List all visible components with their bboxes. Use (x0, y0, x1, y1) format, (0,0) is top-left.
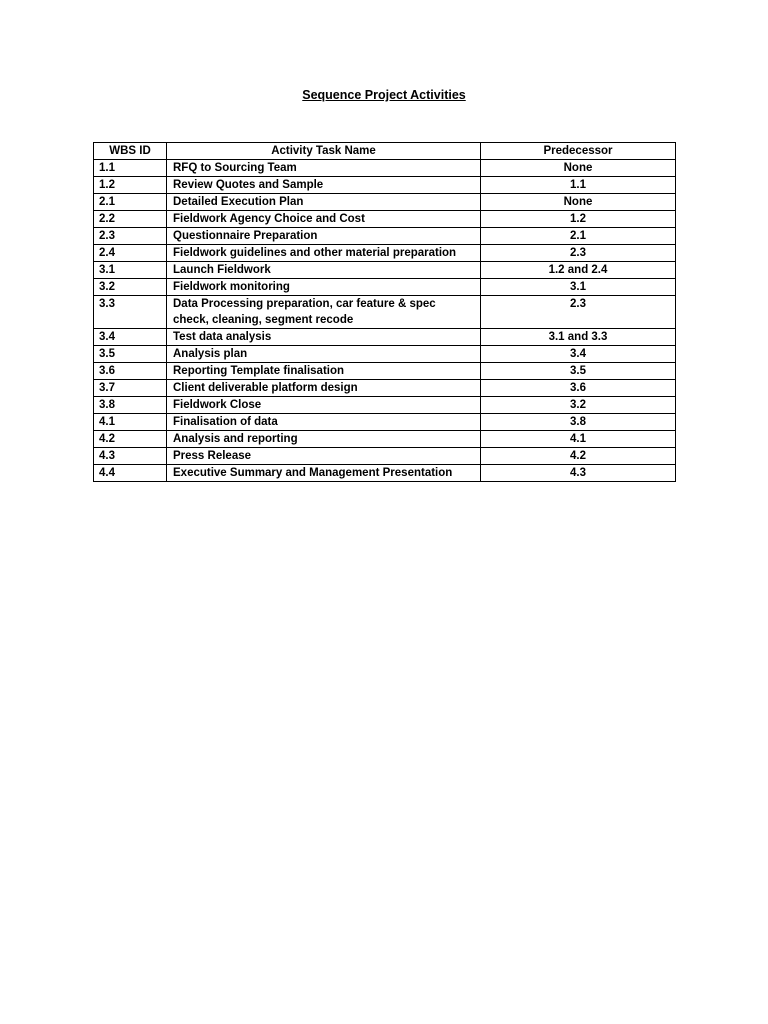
column-header-predecessor: Predecessor (481, 143, 676, 160)
cell-predecessor: 3.1 and 3.3 (481, 329, 676, 346)
table-body (94, 160, 676, 482)
cell-predecessor: None (481, 194, 676, 211)
cell-wbs-id: 3.2 (94, 279, 167, 296)
table-row (94, 431, 676, 448)
cell-wbs-id: 2.1 (94, 194, 167, 211)
table-row (94, 279, 676, 296)
cell-wbs-id: 3.5 (94, 346, 167, 363)
cell-predecessor: 1.2 (481, 211, 676, 228)
table-row (94, 228, 676, 245)
cell-activity-task-name: Analysis plan (167, 346, 481, 363)
cell-wbs-id: 4.2 (94, 431, 167, 448)
cell-activity-task-name: Reporting Template finalisation (167, 363, 481, 380)
cell-wbs-id: 2.2 (94, 211, 167, 228)
cell-predecessor: 3.6 (481, 380, 676, 397)
cell-predecessor: 4.2 (481, 448, 676, 465)
cell-activity-task-name: Fieldwork Agency Choice and Cost (167, 211, 481, 228)
cell-activity-task-name: Fieldwork guidelines and other material preparation (167, 245, 481, 262)
cell-predecessor: 2.3 (481, 296, 676, 329)
page-title: Sequence Project Activities (302, 88, 466, 102)
cell-wbs-id: 1.1 (94, 160, 167, 177)
cell-wbs-id: 3.1 (94, 262, 167, 279)
cell-activity-task-name: Executive Summary and Management Presentation (167, 465, 481, 482)
cell-wbs-id: 3.3 (94, 296, 167, 329)
cell-predecessor: 3.4 (481, 346, 676, 363)
cell-activity-task-name: Press Release (167, 448, 481, 465)
cell-activity-task-name: Detailed Execution Plan (167, 194, 481, 211)
cell-wbs-id: 3.7 (94, 380, 167, 397)
table-row (94, 245, 676, 262)
table-row (94, 160, 676, 177)
table-row (94, 329, 676, 346)
cell-activity-task-name: Test data analysis (167, 329, 481, 346)
table-header-row (94, 143, 676, 160)
activities-table (93, 142, 676, 482)
cell-wbs-id: 4.3 (94, 448, 167, 465)
cell-predecessor: None (481, 160, 676, 177)
cell-wbs-id: 3.4 (94, 329, 167, 346)
cell-predecessor: 3.1 (481, 279, 676, 296)
cell-predecessor: 4.3 (481, 465, 676, 482)
cell-predecessor: 2.1 (481, 228, 676, 245)
cell-activity-task-name: Launch Fieldwork (167, 262, 481, 279)
cell-predecessor: 2.3 (481, 245, 676, 262)
cell-predecessor: 4.1 (481, 431, 676, 448)
table-row (94, 414, 676, 431)
cell-wbs-id: 2.4 (94, 245, 167, 262)
table-row (94, 262, 676, 279)
table-row (94, 177, 676, 194)
table-row (94, 346, 676, 363)
cell-activity-task-name: RFQ to Sourcing Team (167, 160, 481, 177)
cell-activity-task-name: Fieldwork monitoring (167, 279, 481, 296)
cell-activity-task-name: Data Processing preparation, car feature & spec check, cleaning, segment recode (167, 296, 481, 329)
cell-predecessor: 1.1 (481, 177, 676, 194)
cell-wbs-id: 1.2 (94, 177, 167, 194)
column-header-activity-task-name: Activity Task Name (167, 143, 481, 160)
cell-wbs-id: 3.8 (94, 397, 167, 414)
table-row (94, 380, 676, 397)
cell-wbs-id: 2.3 (94, 228, 167, 245)
column-header-wbs-id: WBS ID (94, 143, 167, 160)
cell-predecessor: 3.2 (481, 397, 676, 414)
cell-predecessor: 1.2 and 2.4 (481, 262, 676, 279)
cell-activity-task-name: Questionnaire Preparation (167, 228, 481, 245)
cell-activity-task-name: Analysis and reporting (167, 431, 481, 448)
cell-activity-task-name: Fieldwork Close (167, 397, 481, 414)
cell-wbs-id: 4.1 (94, 414, 167, 431)
cell-activity-task-name: Review Quotes and Sample (167, 177, 481, 194)
cell-wbs-id: 3.6 (94, 363, 167, 380)
table-row (94, 363, 676, 380)
table-row (94, 448, 676, 465)
table-row (94, 211, 676, 228)
cell-predecessor: 3.5 (481, 363, 676, 380)
table-row (94, 194, 676, 211)
table-row (94, 296, 676, 329)
table-row (94, 397, 676, 414)
cell-activity-task-name: Client deliverable platform design (167, 380, 481, 397)
cell-activity-task-name: Finalisation of data (167, 414, 481, 431)
cell-wbs-id: 4.4 (94, 465, 167, 482)
table-row (94, 465, 676, 482)
cell-predecessor: 3.8 (481, 414, 676, 431)
